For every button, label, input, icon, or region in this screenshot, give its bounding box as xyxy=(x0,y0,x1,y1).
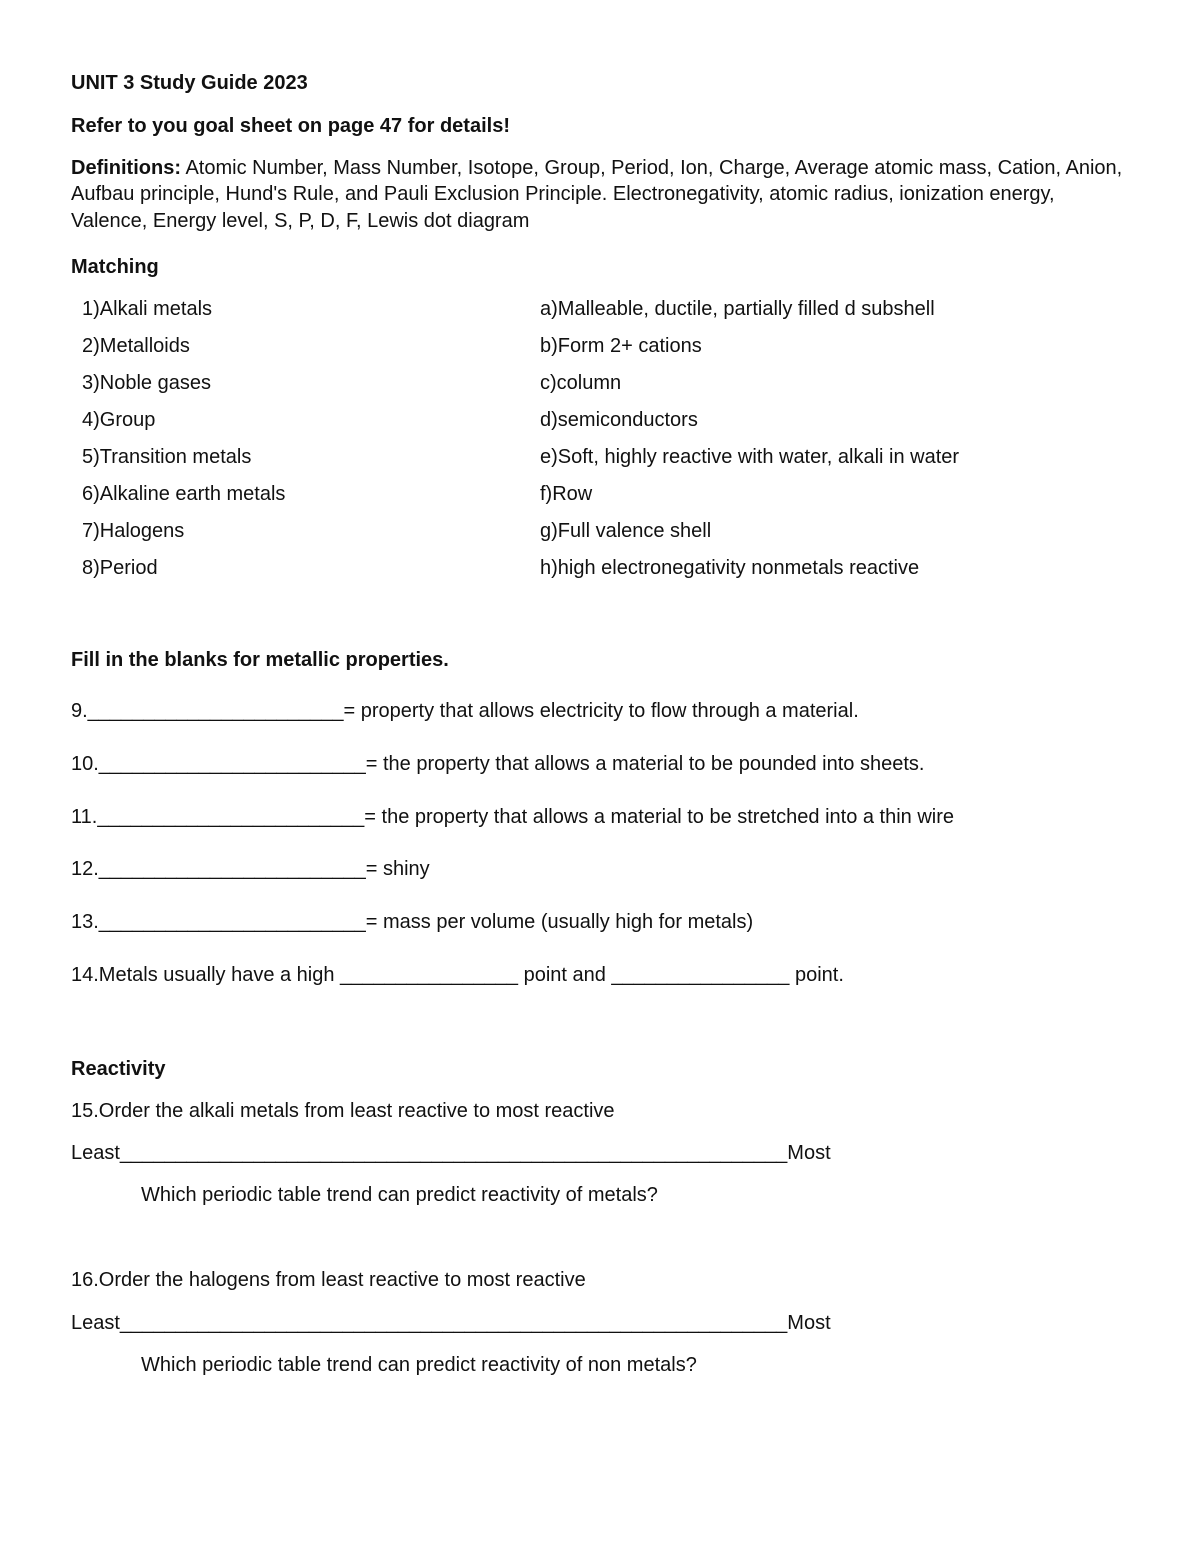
matching-answer: g)Full valence shell xyxy=(540,520,712,542)
matching-answer: h)high electronegativity nonmetals reactive xyxy=(540,557,920,579)
fill-blank-item: 12.________________________= shiny xyxy=(71,858,430,880)
matching-term: 3)Noble gases xyxy=(82,372,211,394)
metallic-heading: Fill in the blanks for metallic properties. xyxy=(71,649,449,671)
definitions-label: Definitions: xyxy=(71,157,181,179)
matching-term: 2)Metalloids xyxy=(82,335,190,357)
matching-term: 7)Halogens xyxy=(82,520,185,542)
reactivity-heading: Reactivity xyxy=(71,1058,166,1080)
matching-term: 1)Alkali metals xyxy=(82,298,213,320)
question-15: 15.Order the alkali metals from least reactive to most reactive xyxy=(71,1100,615,1122)
matching-term: 8)Period xyxy=(82,557,158,579)
matching-heading: Matching xyxy=(71,256,159,278)
matching-term: 4)Group xyxy=(82,409,156,431)
followup-15: Which periodic table trend can predict reactivity of metals? xyxy=(141,1184,658,1206)
reactivity-scale-16: Least____________________________________________________________Most xyxy=(71,1312,831,1334)
matching-answer: f)Row xyxy=(540,483,593,505)
fill-blank-item: 13.________________________= mass per volume (usually high for metals) xyxy=(71,911,754,933)
matching-answer: d)semiconductors xyxy=(540,409,698,431)
definitions-paragraph xyxy=(71,155,1131,234)
matching-term: 5)Transition metals xyxy=(82,446,252,468)
goal-note: Refer to you goal sheet on page 47 for details! xyxy=(71,115,510,137)
fill-blank-item: 10.________________________= the property that allows a material to be pounded into sheets. xyxy=(71,753,925,775)
matching-answer: c)column xyxy=(540,372,622,394)
matching-answer: b)Form 2+ cations xyxy=(540,335,702,357)
matching-term: 6)Alkaline earth metals xyxy=(82,483,286,505)
matching-answer: a)Malleable, ductile, partially filled d subshell xyxy=(540,298,935,320)
fill-blank-item: 14.Metals usually have a high ________________ point and ________________ point. xyxy=(71,964,844,986)
matching-answer: e)Soft, highly reactive with water, alkali in water xyxy=(540,446,960,468)
reactivity-scale-15: Least____________________________________________________________Most xyxy=(71,1142,831,1164)
page-title: UNIT 3 Study Guide 2023 xyxy=(71,72,308,94)
fill-blank-item: 9._______________________= property that allows electricity to flow through a material. xyxy=(71,700,859,722)
definitions-text: Atomic Number, Mass Number, Isotope, Group, Period, Ion, Charge, Average atomic mass, Cation, Anion, Aufbau principle, Hund's Rule, and Pauli Exclusion Principle. Electronegativity, atomic radius, ionization energy, Valence, Energy level, S, P, D, F, Lewis dot diagram xyxy=(71,157,1123,232)
question-16: 16.Order the halogens from least reactive to most reactive xyxy=(71,1269,586,1291)
followup-16: Which periodic table trend can predict reactivity of non metals? xyxy=(141,1354,697,1376)
fill-blank-item: 11.________________________= the property that allows a material to be stretched into a thin wire xyxy=(71,806,955,828)
